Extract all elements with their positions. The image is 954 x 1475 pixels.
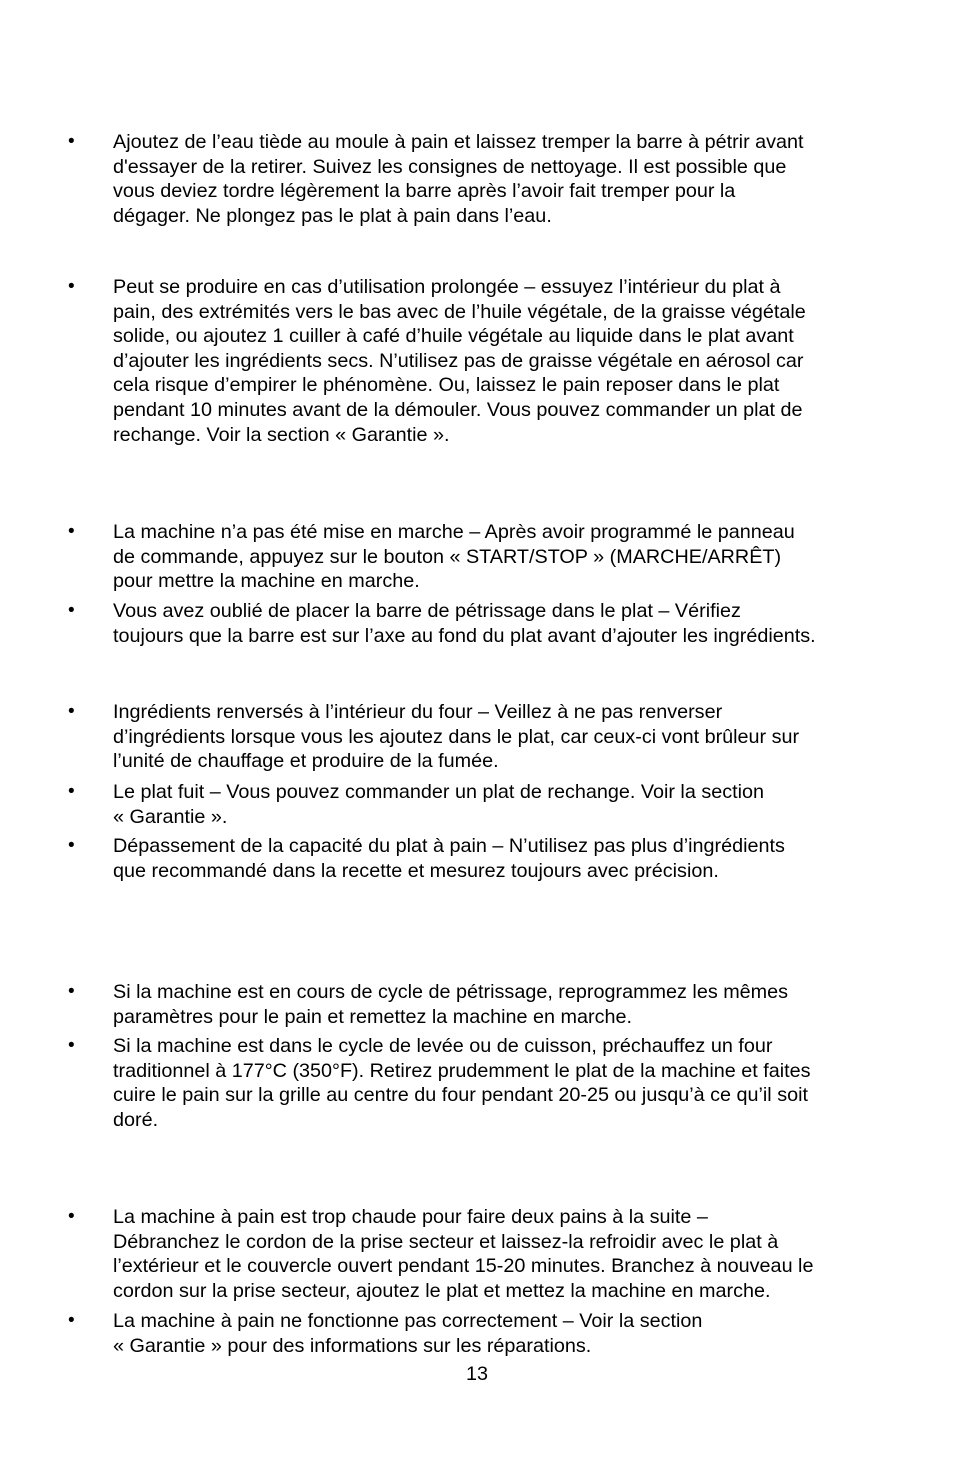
list-item-text: Le plat fuit – Vous pouvez commander un plat de rechange. Voir la section « Garantie ». — [113, 781, 764, 828]
bullet: • — [68, 1035, 75, 1056]
bullet: • — [68, 981, 75, 1002]
page-number: 13 — [465, 1363, 488, 1385]
list-item-text: Ajoutez de l’eau tiède au moule à pain et laissez tremper la barre à pétrir avant d'essayer de la retirer. Suivez les consignes de nettoyage. Il est possible que vous deviez tordre légèrement la barre après l’avoir fait tremper pour la dégager. Ne plongez pas le plat à pain dans l’eau. — [113, 131, 804, 227]
bullet: • — [68, 1310, 75, 1331]
bullet: • — [68, 131, 75, 152]
list-item-text: La machine n’a pas été mise en marche – Après avoir programmé le panneau de commande, appuyez sur le bouton « START/STOP » (MARCHE/ARRÊT) pour mettre la machine en marche. — [113, 521, 795, 593]
list-item-text: Dépassement de la capacité du plat à pain – N’utilisez pas plus d’ingrédients que recommandé dans la recette et mesurez toujours avec précision. — [113, 835, 785, 882]
list-item-text: La machine à pain est trop chaude pour faire deux pains à la suite – Débranchez le cordon de la prise secteur et laissez-la refroidir avec le plat à l’extérieur et le couvercle ouvert pendant 15-20 minutes. Branchez à nouveau le cordon sur la prise secteur, ajoutez le plat et mettez la machine en marche. — [113, 1206, 814, 1302]
bullet: • — [68, 1206, 75, 1227]
list-item-text: Si la machine est dans le cycle de levée ou de cuisson, préchauffez un four traditionnel à 177°C (350°F). Retirez prudemment le plat de la machine et faites cuire le pain sur la grille au centre du four pendant 20-25 ou jusqu’à ce qu’il soit doré. — [113, 1035, 811, 1131]
list-item-text: Si la machine est en cours de cycle de pétrissage, reprogrammez les mêmes paramètres pour le pain et remettez la machine en marche. — [113, 981, 789, 1028]
bullet: • — [68, 521, 75, 542]
bullet: • — [68, 835, 75, 856]
bullet: • — [68, 600, 75, 621]
list-item-text: Ingrédients renversés à l’intérieur du four – Veillez à ne pas renverser d’ingrédients lorsque vous les ajoutez dans le plat, car ceux-ci vont brûleur sur l’unité de chauffage et produire de la fumée. — [113, 701, 800, 773]
bullet: • — [68, 276, 75, 297]
list-item-text: La machine à pain ne fonctionne pas correctement – Voir la section « Garantie » pour des informations sur les réparations. — [113, 1310, 703, 1357]
bullet: • — [68, 701, 75, 722]
list-item-text: Vous avez oublié de placer la barre de pétrissage dans le plat – Vérifiez toujours que la barre est sur l’axe au fond du plat avant d’ajouter les ingrédients. — [113, 600, 816, 647]
list-item-text: Peut se produire en cas d’utilisation prolongée – essuyez l’intérieur du plat à pain, des extrémités vers le bas avec de l’huile végétale, de la graisse végétale solide, ou ajoutez 1 cuiller à café d’huile végétale au liquide dans le plat avant d’ajouter les ingrédients secs. N’utilisez pas de graisse végétale en aérosol car cela risque d’empirer le phénomène. Ou, laissez le pain reposer dans le plat pendant 10 minutes avant de la démouler. Vous pouvez commander un plat de rechange. Voir la section « Garantie ». — [113, 276, 806, 446]
bullet: • — [68, 781, 75, 802]
